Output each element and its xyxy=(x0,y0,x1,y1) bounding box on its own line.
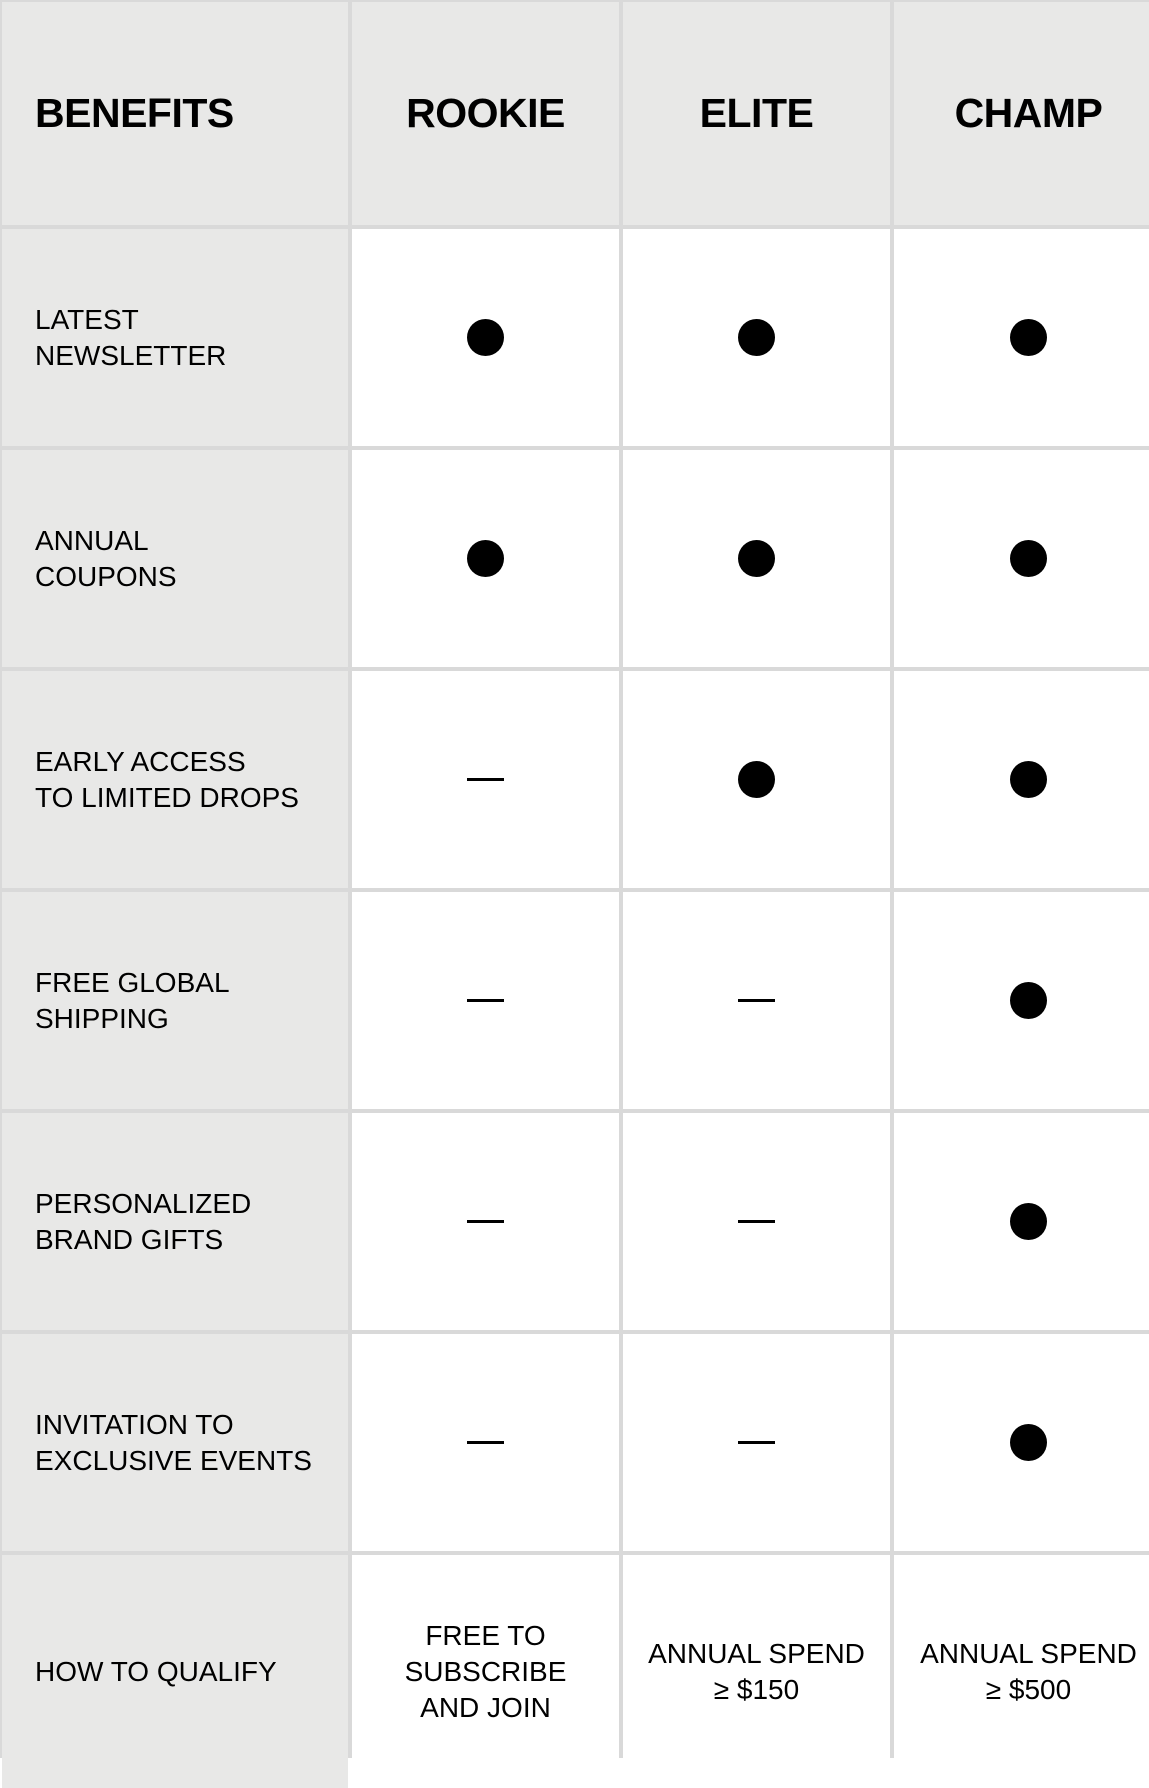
benefit-label-newsletter: LATEST NEWSLETTER xyxy=(2,229,348,446)
dash-icon xyxy=(738,1441,775,1444)
mark-cell xyxy=(352,892,619,1109)
benefit-label-events: INVITATION TO EXCLUSIVE EVENTS xyxy=(2,1334,348,1551)
mark-cell xyxy=(894,1334,1149,1551)
filled-circle-icon xyxy=(1010,540,1047,577)
mark-cell xyxy=(894,671,1149,888)
mark-cell xyxy=(352,1113,619,1330)
mark-cell xyxy=(352,1334,619,1551)
filled-circle-icon xyxy=(1010,1203,1047,1240)
header-champ: CHAMP xyxy=(894,2,1149,225)
dash-icon xyxy=(738,999,775,1002)
benefit-label-coupons: ANNUAL COUPONS xyxy=(2,450,348,667)
dash-icon xyxy=(467,778,504,781)
header-elite: ELITE xyxy=(623,2,890,225)
filled-circle-icon xyxy=(467,319,504,356)
qualify-label: HOW TO QUALIFY xyxy=(2,1555,348,1788)
header-benefits: BENEFITS xyxy=(2,2,348,225)
mark-cell xyxy=(894,229,1149,446)
dash-icon xyxy=(467,1441,504,1444)
filled-circle-icon xyxy=(738,761,775,798)
mark-cell xyxy=(894,1113,1149,1330)
filled-circle-icon xyxy=(738,319,775,356)
filled-circle-icon xyxy=(738,540,775,577)
dash-icon xyxy=(467,1220,504,1223)
mark-cell xyxy=(894,450,1149,667)
filled-circle-icon xyxy=(1010,1424,1047,1461)
qualify-elite: ANNUAL SPEND ≥ $150 xyxy=(623,1555,890,1788)
filled-circle-icon xyxy=(1010,319,1047,356)
header-rookie: ROOKIE xyxy=(352,2,619,225)
mark-cell xyxy=(623,671,890,888)
mark-cell xyxy=(623,1334,890,1551)
qualify-champ: ANNUAL SPEND ≥ $500 xyxy=(894,1555,1149,1788)
mark-cell xyxy=(352,229,619,446)
filled-circle-icon xyxy=(1010,982,1047,1019)
benefit-label-shipping: FREE GLOBAL SHIPPING xyxy=(2,892,348,1109)
dash-icon xyxy=(738,1220,775,1223)
mark-cell xyxy=(623,892,890,1109)
mark-cell xyxy=(894,892,1149,1109)
dash-icon xyxy=(467,999,504,1002)
mark-cell xyxy=(623,1113,890,1330)
filled-circle-icon xyxy=(467,540,504,577)
mark-cell xyxy=(352,671,619,888)
mark-cell xyxy=(352,450,619,667)
benefit-label-gifts: PERSONALIZED BRAND GIFTS xyxy=(2,1113,348,1330)
qualify-rookie: FREE TO SUBSCRIBE AND JOIN xyxy=(352,1555,619,1788)
benefit-label-early-access: EARLY ACCESS TO LIMITED DROPS xyxy=(2,671,348,888)
mark-cell xyxy=(623,229,890,446)
mark-cell xyxy=(623,450,890,667)
filled-circle-icon xyxy=(1010,761,1047,798)
